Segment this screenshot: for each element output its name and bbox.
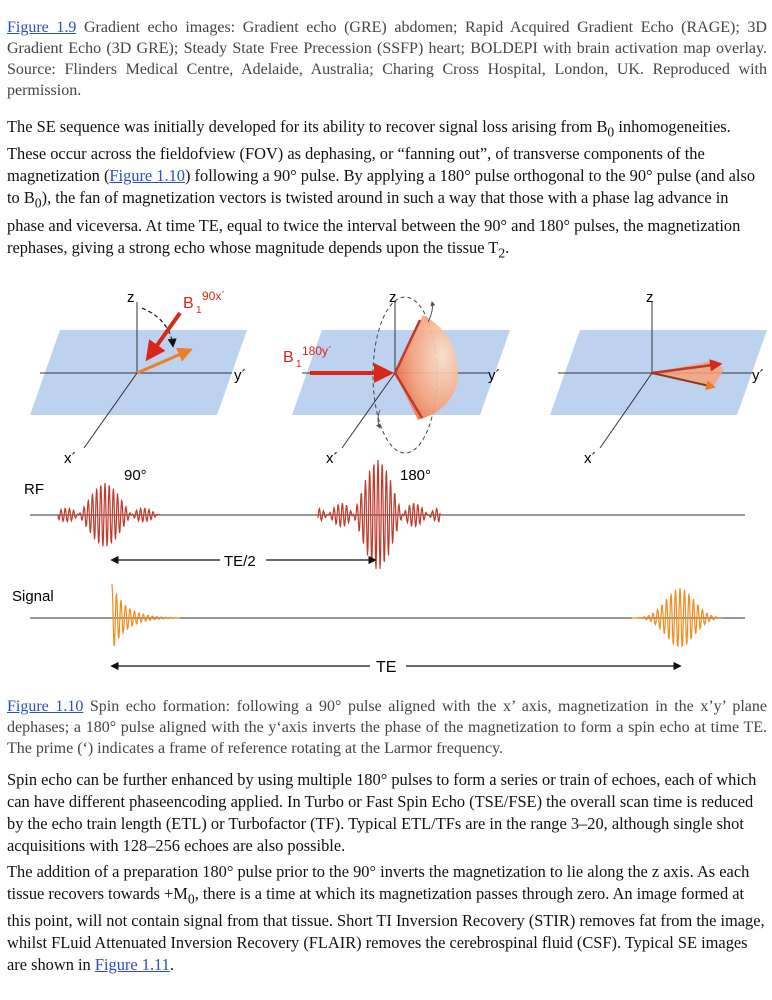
figure-1-10-caption	[7, 696, 767, 759]
subscript: 0	[607, 124, 615, 140]
figure-1-11-link[interactable]: Figure 1.11	[94, 955, 170, 975]
y-label: y´	[234, 367, 247, 384]
fid-waveform	[112, 584, 180, 646]
subscript: 0	[34, 195, 42, 211]
panel-echo	[550, 289, 767, 467]
b1-sup: 180y´	[302, 344, 333, 358]
paragraph-se-sequence	[7, 116, 767, 264]
panel-90-pulse	[30, 289, 247, 467]
y-label: y´	[752, 367, 765, 384]
caption-text: Spin echo formation: following a 90° pulse aligned with the x’ axis, magnetization in the x’y’ plane dephases; a 180° pulse aligned with the y‘axis inverts the phase of the magnetization to form a spin echo at time TE. The prime (‘) indicates a frame of reference rotating at the Larmor frequency.	[7, 698, 767, 757]
text-run: The SE sequence was initially developed for its ability to recover signal loss arising from B	[7, 117, 608, 136]
signal-label: Signal	[12, 588, 54, 605]
b1-sub: 1	[296, 359, 302, 370]
text-run: .	[169, 955, 174, 975]
z-label: z	[127, 289, 135, 306]
te-half-label: TE/2	[224, 553, 256, 570]
text-run: , there is a time at which its magnetization passes through zero. An image formed at this point, will not contain signal from that tissue. Short TI Inversion Recovery (STIR) removes fat from the image, whilst FLuid Attenuated Inversion Recovery (FLAIR) removes the cerebrospinal fluid (CSF). Typical SE images are shown in	[7, 884, 765, 975]
x-label: x´	[326, 450, 339, 467]
b1-90-label	[183, 289, 225, 316]
te-label: TE	[376, 659, 397, 676]
angle-180-label: 180°	[400, 467, 432, 484]
text-run: The addition of a preparation 180° pulse prior to the 90° inverts the magnetization to lie along the z axis. As each tissue recovers towards +M	[7, 862, 750, 903]
text-run: ) following a 90° pulse. By applying a 180° pulse orthogonal to the 90° pulse (and also to B	[7, 166, 756, 208]
b1-sub: 1	[196, 305, 202, 316]
text-run: inhomogeneities. These occur across the fieldofview (FOV) as dephasing, or “fanning out”, of transverse components of the magnetization (	[7, 117, 731, 186]
spin-echo-waveform	[632, 588, 722, 646]
x-label: x´	[64, 450, 77, 467]
z-label: z	[389, 289, 397, 306]
angle-90-label: 90°	[124, 467, 147, 484]
x-label: x´	[584, 450, 597, 467]
figure-1-9-caption	[7, 17, 767, 101]
caption-text: Gradient echo images: Gradient echo (GRE) abdomen; Rapid Acquired Gradient Echo (RAGE); 3D Gradient Echo (3D GRE); Steady State Free Precession (SSFP) heart; BOLDEPI with brain activation map overlay. Source: Flinders Medical Centre, Adelaide, Australia; Charing Cross Hospital, London, UK. Reproduced with permission.	[7, 19, 767, 99]
spin-echo-figure	[0, 280, 772, 680]
b1-base: B	[283, 349, 294, 366]
figure-1-10-link[interactable]: Figure 1.10	[7, 698, 84, 715]
subscript: 2	[498, 244, 506, 260]
paragraph-spin-echo-train: Spin echo can be further enhanced by using multiple 180° pulses to form a series or train of echoes, each of which can have different phaseencoding applied. In Turbo or Fast Spin Echo (TSE/FSE) the overall scan time is reduced by the echo train length (ETL) or Turbofactor (TF). Typical ETL/TFs are in the range 3–20, although single shot acquisitions with 128–256 echoes are also possible.	[7, 770, 757, 855]
figure-1-10-link[interactable]: Figure 1.10	[109, 166, 185, 186]
text-run: ), the fan of magnetization vectors is twisted around in such a way that those with a phase lag advance in phase and viceversa. At time TE, equal to twice the interval between the 90° and 180° pulses, the magnetization rephases, giving a strong echo whose magnitude depends upon the tissue T	[7, 188, 741, 257]
subscript: 0	[187, 891, 195, 907]
rf-label: RF	[24, 481, 44, 498]
b1-sup: 90x´	[202, 289, 226, 303]
paragraph-inversion-recovery	[7, 861, 767, 976]
panel-180-pulse	[283, 289, 510, 467]
y-label: y´	[488, 367, 501, 384]
b1-base: B	[183, 295, 194, 312]
z-label: z	[646, 289, 654, 306]
figure-1-9-link[interactable]: Figure 1.9	[7, 19, 77, 36]
text-run: .	[505, 237, 510, 257]
